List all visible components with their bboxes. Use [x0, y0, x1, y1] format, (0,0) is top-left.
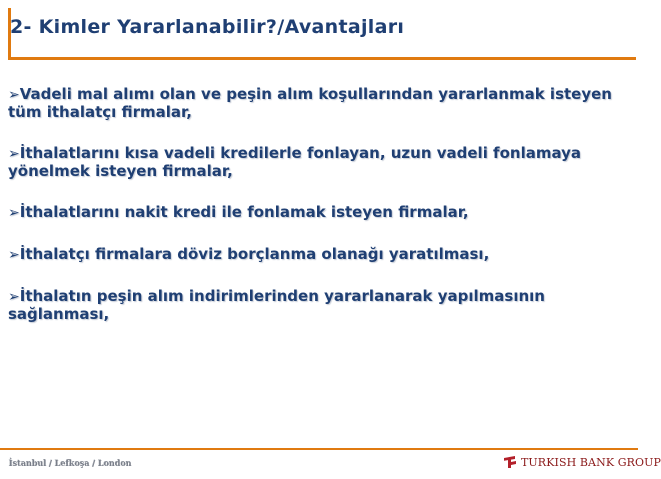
list-item [8, 204, 630, 222]
list-item [8, 288, 630, 323]
bullet-text: Vadeli mal alımı olan ve peşin alım koşullarından yararlanmak isteyen tüm ithalatçı firmalar, [8, 85, 612, 121]
arrow-bullet-icon: ➢ [8, 146, 20, 162]
list-item [8, 145, 630, 180]
arrow-bullet-icon: ➢ [8, 289, 20, 305]
page-title: 2- Kimler Yararlanabilir?/Avantajları [10, 16, 405, 38]
list-item [8, 86, 630, 121]
bullet-text: İthalatın peşin alım indirimlerinden yararlanarak yapılmasının sağlanması, [8, 287, 545, 323]
arrow-bullet-icon: ➢ [8, 87, 20, 103]
bullet-text: İthalatlarını nakit kredi ile fonlamak isteyen firmalar, [19, 203, 469, 221]
arrow-bullet-icon: ➢ [8, 247, 20, 263]
bullet-text: İthalatlarını kısa vadeli kredilerle fonlayan, uzun vadeli fonlamaya yönelmek isteyen firmalar, [8, 144, 582, 180]
list-item [8, 246, 630, 264]
arrow-bullet-icon: ➢ [8, 205, 20, 221]
footer-locations: İstanbul / Lefkoşa / London [9, 458, 132, 468]
tb-logo-icon [502, 454, 518, 470]
logo-text: TURKISH BANK GROUP [521, 455, 661, 469]
bullet-text: İthalatçı firmalara döviz borçlanma olanağı yaratılması, [19, 245, 490, 263]
brand-logo [502, 453, 661, 471]
footer-divider [0, 448, 638, 450]
bullet-list [8, 86, 630, 347]
